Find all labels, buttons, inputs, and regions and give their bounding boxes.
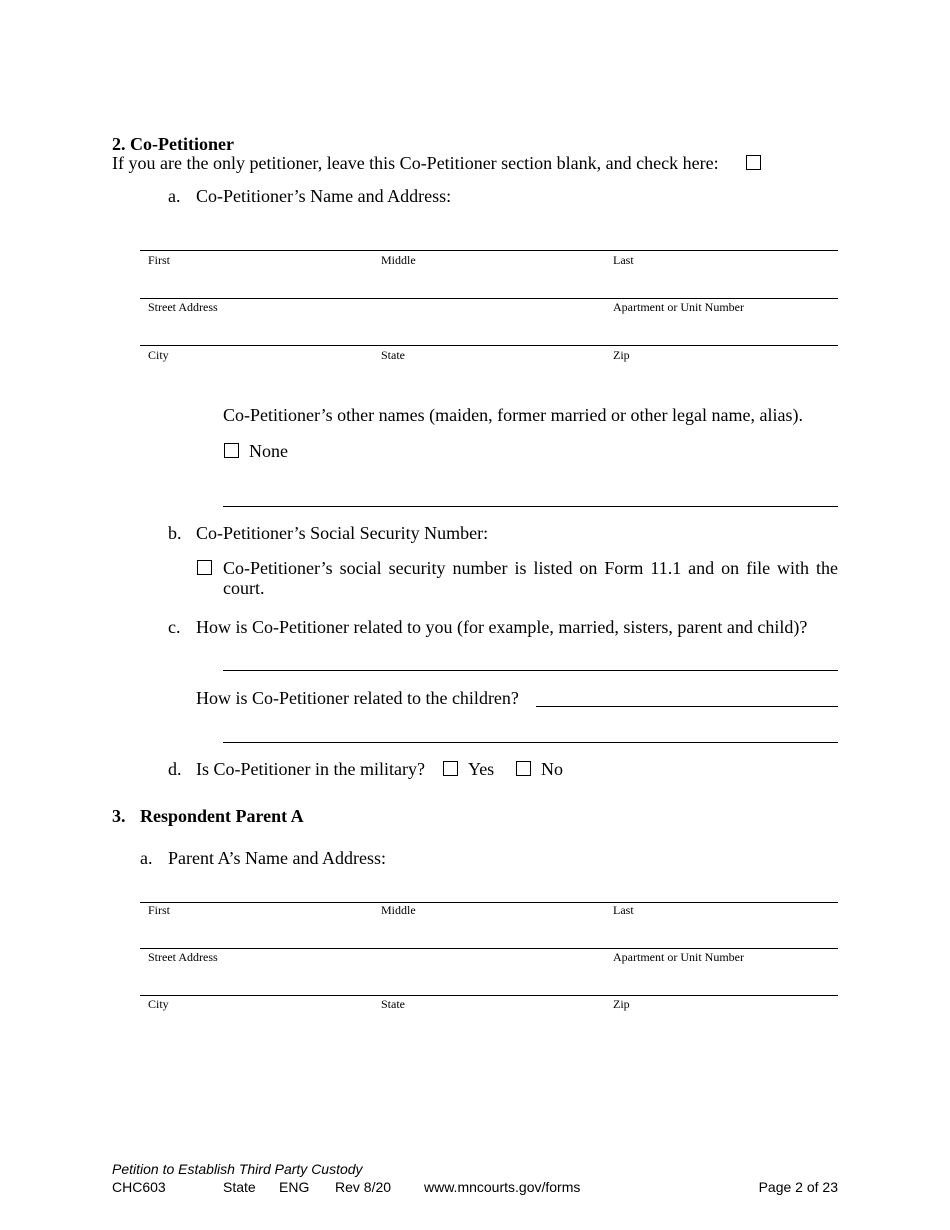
parent-a-name-address-label: Parent A’s Name and Address:	[168, 848, 386, 868]
relationship-label: How is Co-Petitioner related to you (for example, married, sisters, parent and child)?	[196, 617, 808, 637]
footer-revision: Rev 8/20	[335, 1179, 392, 1195]
name-line[interactable]	[140, 250, 838, 251]
footer-form-title: Petition to Establish Third Party Custody	[112, 1161, 363, 1177]
item-a-letter-parent: a.	[140, 848, 153, 868]
parent-city-line[interactable]	[140, 995, 838, 996]
relationship-children-line-1[interactable]	[536, 706, 838, 707]
ssn-on-file-text: Co-Petitioner’s social security number is listed on Form 11.1 and on file with the court.	[223, 558, 838, 598]
city-label: City	[148, 348, 169, 362]
no-label: No	[541, 759, 563, 779]
item-d-letter: d.	[168, 759, 182, 779]
parent-name-line[interactable]	[140, 902, 838, 903]
first-label: First	[148, 253, 171, 267]
item-a-letter: a.	[168, 186, 181, 206]
middle-label: Middle	[381, 253, 416, 267]
parent-last-label: Last	[613, 903, 634, 917]
parent-apartment-label: Apartment or Unit Number	[613, 950, 744, 964]
parent-street-line[interactable]	[140, 948, 838, 949]
last-label: Last	[613, 253, 634, 267]
parent-first-label: First	[148, 903, 171, 917]
other-names-line[interactable]	[223, 506, 838, 507]
military-label: Is Co-Petitioner in the military?	[196, 759, 425, 779]
military-yes-checkbox[interactable]	[443, 761, 458, 776]
parent-zip-label: Zip	[613, 997, 630, 1011]
relationship-line[interactable]	[223, 670, 838, 671]
only-petitioner-instruction: If you are the only petitioner, leave this Co-Petitioner section blank, and check here:	[112, 153, 719, 173]
zip-label: Zip	[613, 348, 630, 362]
footer-form-code: CHC603	[112, 1179, 166, 1195]
street-line[interactable]	[140, 298, 838, 299]
parent-state-label: State	[381, 997, 405, 1011]
section-3-number: 3.	[112, 806, 126, 826]
item-b-letter: b.	[168, 523, 182, 543]
ssn-on-file-checkbox[interactable]	[197, 560, 212, 575]
apartment-label: Apartment or Unit Number	[613, 300, 744, 314]
street-address-label: Street Address	[148, 300, 218, 314]
section-3-heading: Respondent Parent A	[140, 806, 304, 826]
footer-state: State	[223, 1179, 256, 1195]
other-names-none-checkbox[interactable]	[224, 443, 239, 458]
parent-middle-label: Middle	[381, 903, 416, 917]
co-petitioner-name-address-label: Co-Petitioner’s Name and Address:	[196, 186, 452, 206]
parent-city-label: City	[148, 997, 169, 1011]
footer-url[interactable]: www.mncourts.gov/forms	[424, 1179, 581, 1195]
ssn-label: Co-Petitioner’s Social Security Number:	[196, 523, 489, 543]
none-label: None	[249, 441, 288, 461]
relationship-children-line-2[interactable]	[223, 742, 838, 743]
other-names-label: Co-Petitioner’s other names (maiden, former married or other legal name, alias).	[223, 405, 803, 425]
military-no-checkbox[interactable]	[516, 761, 531, 776]
section-2-heading: 2. Co-Petitioner	[112, 134, 234, 154]
footer-language: ENG	[279, 1179, 310, 1195]
item-c-letter: c.	[168, 617, 181, 637]
yes-label: Yes	[468, 759, 495, 779]
footer-page-number: Page 2 of 23	[758, 1179, 838, 1195]
relationship-children-label: How is Co-Petitioner related to the children?	[196, 688, 519, 708]
city-line[interactable]	[140, 345, 838, 346]
parent-street-address-label: Street Address	[148, 950, 218, 964]
only-petitioner-checkbox[interactable]	[746, 155, 761, 170]
state-label: State	[381, 348, 405, 362]
